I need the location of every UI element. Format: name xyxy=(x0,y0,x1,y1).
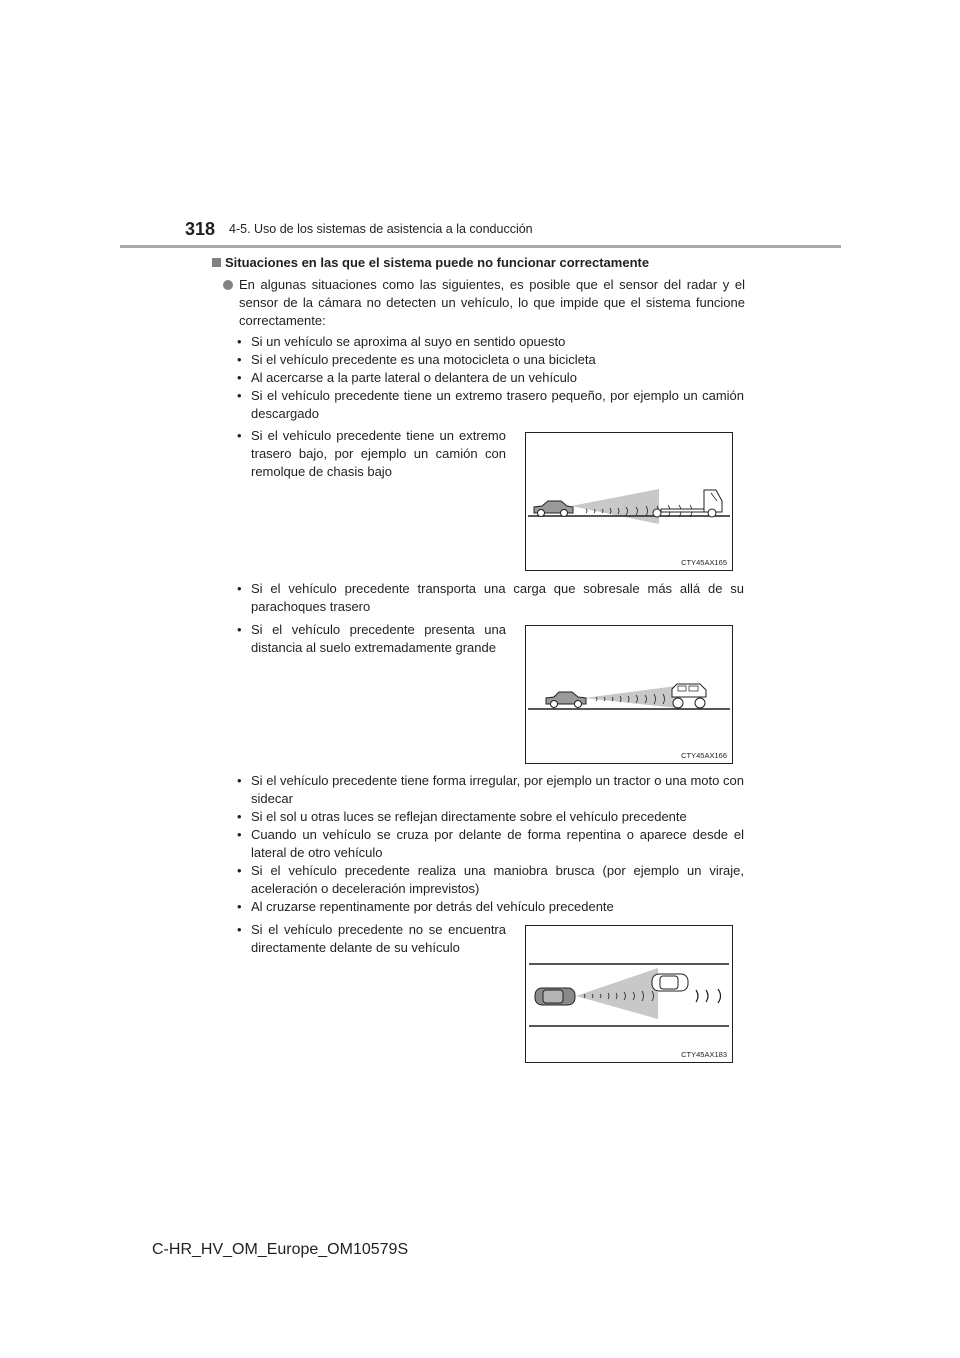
square-bullet-icon xyxy=(212,258,221,267)
list-item: • Si el sol u otras luces se reflejan directamente sobre el vehículo precedente xyxy=(237,808,744,826)
list-item: • Si el vehículo precedente tiene forma irregular, por ejemplo un tractor o una moto con sidecar xyxy=(237,772,744,808)
situation-low-rear xyxy=(237,427,506,481)
document-id: C-HR_HV_OM_Europe_OM10579S xyxy=(152,1241,409,1258)
situation-load xyxy=(237,580,744,616)
figure-code: CTY45AX183 xyxy=(681,1050,727,1059)
high-clearance-illustration xyxy=(526,626,732,763)
list-item: • Cuando un vehículo se cruza por delante de forma repentina o aparece desde el lateral de otro vehículo xyxy=(237,826,744,862)
subsection-heading xyxy=(212,255,649,270)
situation-list-a xyxy=(237,333,744,423)
figure-low-rear-truck xyxy=(525,432,733,571)
list-item: • Si un vehículo se aproxima al suyo en sentido opuesto xyxy=(237,333,744,351)
list-item: • Si el vehículo precedente tiene un extremo trasero pequeño, por ejemplo un camión descargado xyxy=(237,387,744,423)
situation-offset xyxy=(237,921,506,957)
low-rear-truck-illustration xyxy=(526,433,732,570)
figure-code: CTY45AX165 xyxy=(681,558,727,567)
list-item: • Si el vehículo precedente realiza una maniobra brusca (por ejemplo un viraje, aceleración o deceleración imprevistos) xyxy=(237,862,744,898)
situation-clearance xyxy=(237,621,506,657)
header-divider xyxy=(120,245,841,248)
list-item: • Si el vehículo precedente transporta una carga que sobresale más allá de su parachoques trasero xyxy=(237,580,744,616)
page-number: 318 xyxy=(185,219,216,239)
figure-code: CTY45AX166 xyxy=(681,751,727,760)
circle-bullet-icon xyxy=(223,280,233,290)
list-item: • Si el vehículo precedente presenta una distancia al suelo extremadamente grande xyxy=(237,621,506,657)
subsection-heading-text: Situaciones en las que el sistema puede no funcionar correctamente xyxy=(225,255,650,270)
offset-vehicle-illustration xyxy=(526,926,732,1062)
figure-offset-vehicle xyxy=(525,925,733,1063)
list-item: • Si el vehículo precedente no se encuentra directamente delante de su vehículo xyxy=(237,921,506,957)
list-item: • Al cruzarse repentinamente por detrás del vehículo precedente xyxy=(237,898,744,916)
intro-paragraph xyxy=(223,276,745,330)
list-item: • Si el vehículo precedente es una motocicleta o una bicicleta xyxy=(237,351,744,369)
situation-list-b xyxy=(237,772,744,916)
figure-high-clearance xyxy=(525,625,733,764)
list-item: • Al acercarse a la parte lateral o delantera de un vehículo xyxy=(237,369,744,387)
section-title: 4-5. Uso de los sistemas de asistencia a la conducción xyxy=(229,222,533,236)
list-item: • Si el vehículo precedente tiene un extremo trasero bajo, por ejemplo un camión con remolque de chasis bajo xyxy=(237,427,506,481)
intro-text: En algunas situaciones como las siguientes, es posible que el sensor del radar y el sensor de la cámara no detecten un vehículo, lo que impide que el sistema funcione correctamente: xyxy=(239,277,745,328)
